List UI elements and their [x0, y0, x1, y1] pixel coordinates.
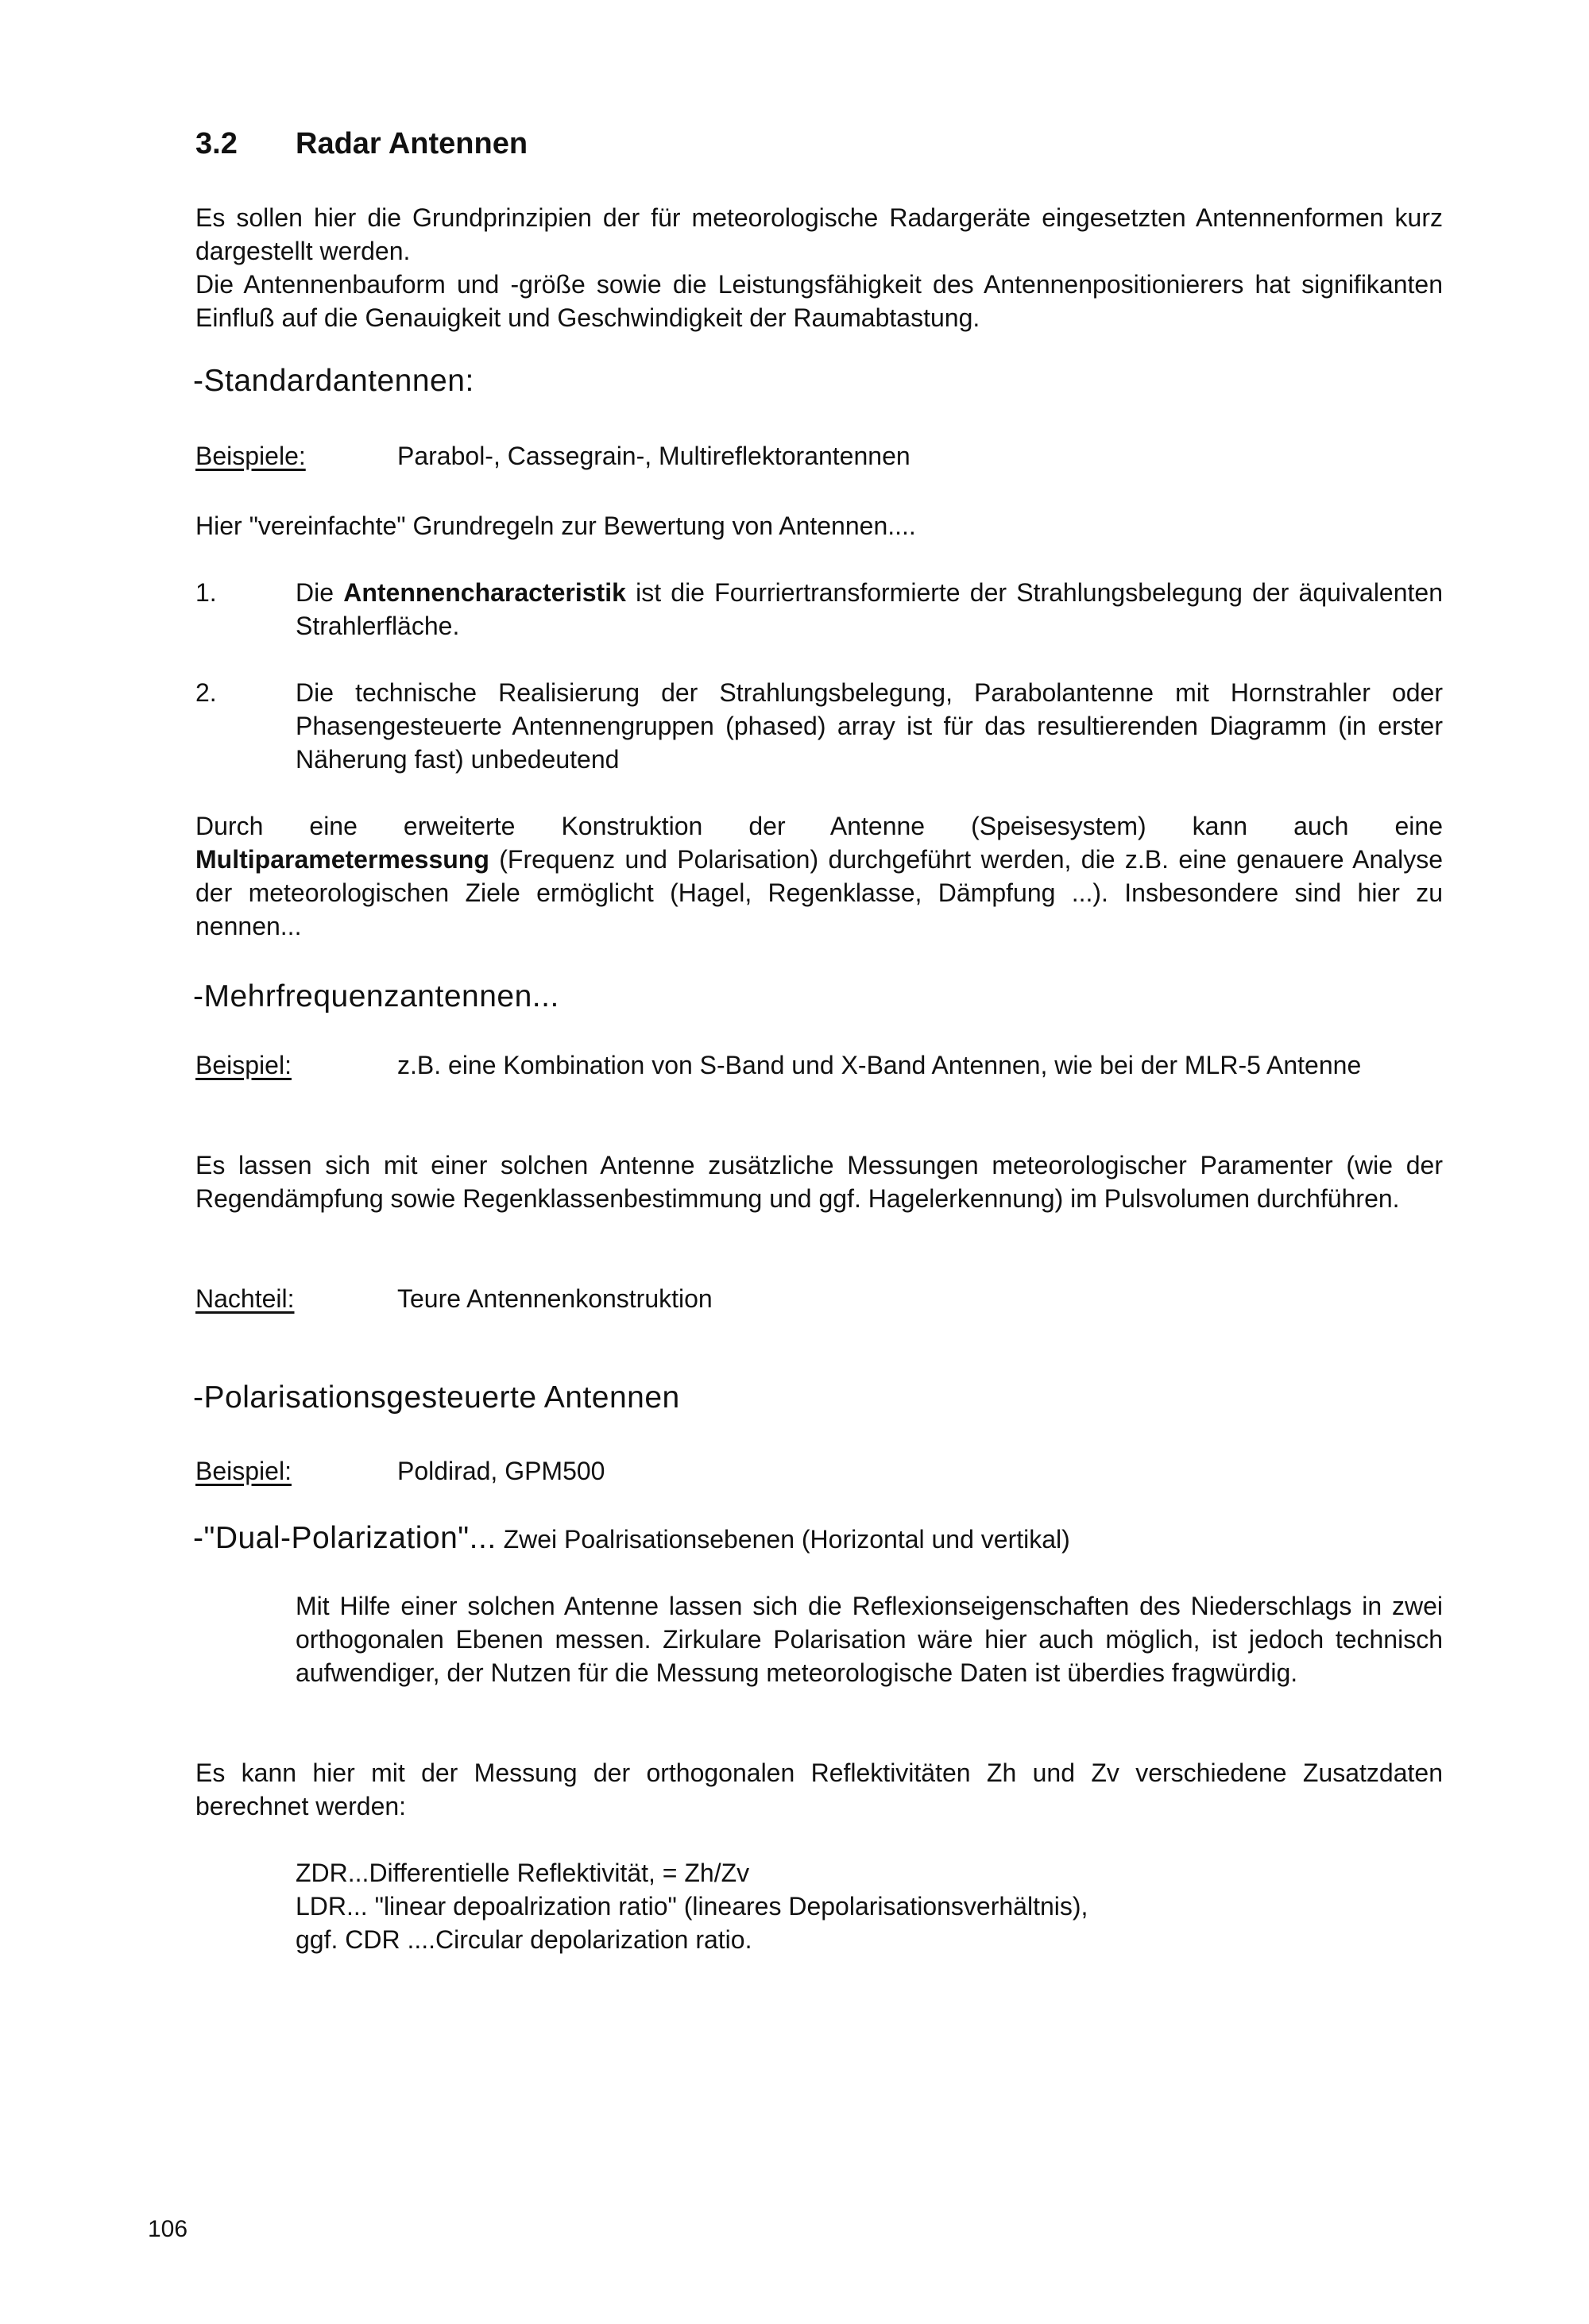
drawback-text: Teure Antennenkonstruktion	[397, 1284, 713, 1313]
section-title: Radar Antennen	[296, 127, 528, 160]
multiparameter-paragraph	[195, 809, 1443, 943]
rule-2-text	[296, 676, 1443, 776]
multiparameter-body	[195, 843, 1443, 943]
heading-standardantennen: -Standardantennen:	[193, 364, 474, 398]
rule-2-number: 2.	[195, 678, 217, 707]
intro-paragraph-1	[195, 201, 1443, 268]
heading-polarisation: -Polarisationsgesteuerte Antennen	[193, 1380, 680, 1415]
example-label-polar: Beispiel:	[195, 1457, 292, 1485]
multiparameter-line-1: Durch eine erweiterte Konstruktion der Antenne (Speisesystem) kann auch eine	[195, 812, 1443, 840]
rule-1-text	[296, 576, 1443, 643]
multifreq-paragraph-body: Es lassen sich mit einer solchen Antenne zusätzliche Messungen meteorologischer Paramenter (wie der Regendämpfung sowie Regenklassenbestimmung und ggf. Hagelerkennung) im Pulsvolumen durchführen.	[195, 1151, 1443, 1213]
section-number: 3.2	[195, 127, 238, 160]
intro-text-2: Die Antennenbauform und -größe sowie die Leistungsfähigkeit des Antennenpositionierers hat signifikanten Einfluß auf die Genauigkeit und Geschwindigkeit der Raumabtastung.	[195, 270, 1443, 332]
example-text-polar: Poldirad, GPM500	[397, 1457, 605, 1485]
rule-1-rest: ist die Fourriertransformierte der Strahlungsbelegung der äquivalenten Strahlerfläche.	[296, 578, 1444, 640]
example-label-standard: Beispiele:	[195, 442, 306, 470]
calc-intro	[195, 1756, 1443, 1823]
rule-2-body: Die technische Realisierung der Strahlungsbelegung, Parabolantenne mit Hornstrahler oder Phasengesteuerte Antennengruppen (phased) array ist für das resultierenden Diagramm (in erster Näherung fast) unbedeutend	[296, 678, 1443, 774]
dual-polarization-heading: -"Dual-Polarization"...	[193, 1521, 497, 1555]
rule-1-prefix: Die	[296, 578, 344, 607]
example-label-multifreq: Beispiel:	[195, 1051, 292, 1079]
dual-polarization-line	[193, 1521, 1070, 1556]
page-number: 106	[148, 2216, 188, 2242]
intro-text-1: Es sollen hier die Grundprinzipien der für meteorologische Radargeräte eingesetzten Antennenformen kurz dargestellt werden.	[195, 203, 1443, 265]
dual-paragraph-body: Mit Hilfe einer solchen Antenne lassen sich die Reflexionseigenschaften des Niederschlags in zwei orthogonalen Ebenen messen. Zirkulare Polarisation wäre hier auch möglich, ist jedoch technisch aufwendiger, der Nutzen für die Messung meteorologische Daten ist überdies fragwürdig.	[296, 1592, 1443, 1687]
formula-cdr: ggf. CDR ....Circular depolarization ratio.	[296, 1925, 752, 1954]
dual-paragraph	[296, 1589, 1443, 1689]
calc-intro-body: Es kann hier mit der Messung der orthogonalen Reflektivitäten Zh und Zv verschiedene Zusatzdaten berechnet werden:	[195, 1758, 1443, 1820]
rule-1-bold-term: Antennencharacteristik	[343, 578, 626, 607]
dual-polarization-desc: Zwei Poalrisationsebenen (Horizontal und vertikal)	[496, 1525, 1070, 1554]
intro-paragraph-2	[195, 268, 1443, 334]
formula-zdr: ZDR...Differentielle Reflektivität, = Zh/Zv	[296, 1859, 750, 1887]
formula-ldr: LDR... "linear depoalrization ratio" (lineares Depolarisationsverhältnis),	[296, 1892, 1088, 1921]
multiparameter-rest: (Frequenz und Polarisation) durchgeführt werden, die z.B. eine genauere Analyse der meteorologischen Ziele ermöglicht (Hagel, Regenklasse, Dämpfung ...). Insbesondere sind hier zu nennen...	[195, 845, 1443, 940]
drawback-label: Nachteil:	[195, 1284, 295, 1313]
example-text-multifreq-body: z.B. eine Kombination von S-Band und X-Band Antennen, wie bei der MLR-5 Antenne	[397, 1051, 1362, 1079]
multifreq-paragraph	[195, 1148, 1443, 1215]
example-text-standard: Parabol-, Cassegrain-, Multireflektorantennen	[397, 442, 910, 470]
rules-intro: Hier "vereinfachte" Grundregeln zur Bewertung von Antennen....	[195, 512, 916, 540]
heading-mehrfrequenzantennen: -Mehrfrequenzantennen...	[193, 979, 559, 1013]
multiparameter-bold-term: Multiparametermessung	[195, 845, 489, 874]
rule-1-number: 1.	[195, 578, 217, 607]
example-text-multifreq	[397, 1048, 1443, 1082]
